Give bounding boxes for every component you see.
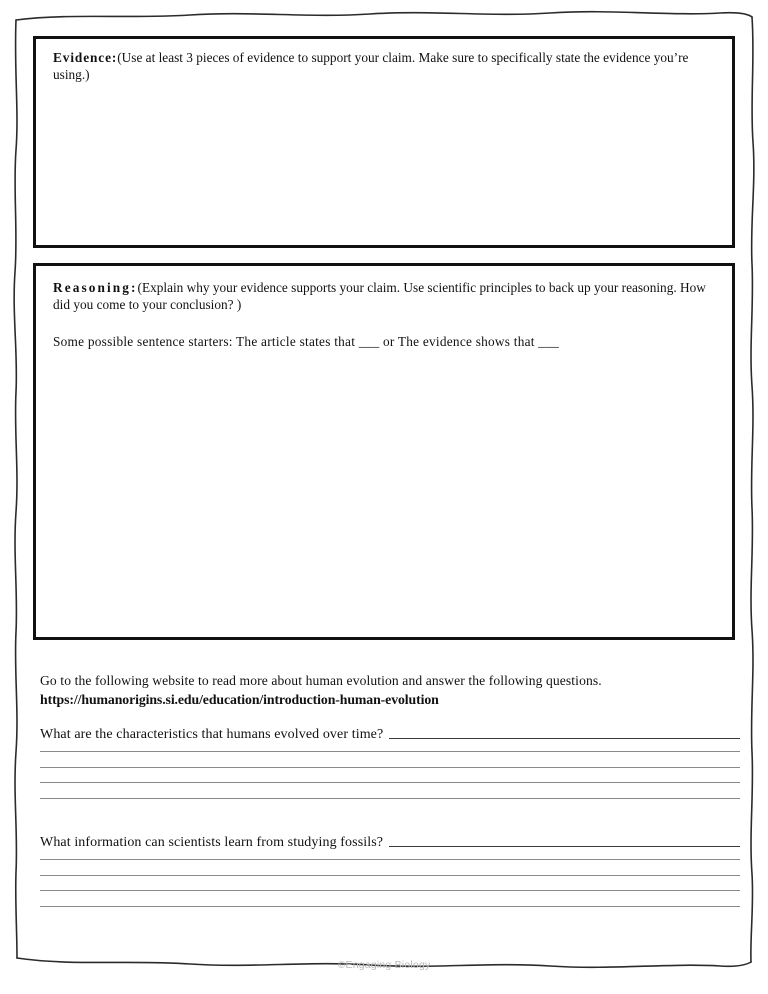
website-intro-text: Go to the following website to read more about human evolution and answer the following questions.	[40, 673, 602, 688]
website-url-link[interactable]: https://humanorigins.si.edu/education/introduction-human-evolution	[40, 692, 439, 708]
reasoning-prompt	[53, 279, 720, 313]
reasoning-answer-box[interactable]	[33, 263, 735, 640]
evidence-heading: Evidence:	[53, 50, 118, 65]
reasoning-instructions: (Explain why your evidence supports your claim. Use scientific principles to back up your reasoning. How did you come to your conclusion? )	[53, 280, 706, 313]
answer-line[interactable]	[40, 767, 740, 768]
question-1-row	[40, 722, 740, 742]
question-2-answer-lines[interactable]	[40, 859, 740, 907]
answer-line[interactable]	[40, 859, 740, 860]
website-instruction-block	[40, 672, 746, 710]
question-2-row	[40, 830, 740, 850]
footer-credit: ©Engaging Biology	[337, 959, 431, 971]
question-group-2	[40, 830, 740, 921]
evidence-answer-box[interactable]	[33, 36, 735, 248]
answer-line[interactable]	[40, 751, 740, 752]
answer-line[interactable]	[40, 906, 740, 907]
reasoning-heading: Reasoning:	[53, 280, 138, 295]
question-2-text: What information can scientists learn from studying fossils?	[40, 834, 384, 850]
answer-line[interactable]	[40, 890, 740, 891]
question-group-1	[40, 722, 740, 813]
question-2-inline-rule[interactable]	[389, 846, 740, 847]
question-1-inline-rule[interactable]	[389, 738, 740, 739]
sentence-starters: Some possible sentence starters: The article states that ___ or The evidence shows that ___	[53, 334, 559, 349]
answer-line[interactable]	[40, 798, 740, 799]
question-1-text: What are the characteristics that humans evolved over time?	[40, 726, 384, 742]
evidence-instructions: (Use at least 3 pieces of evidence to support your claim. Make sure to specifically state the evidence you’re using.)	[53, 50, 689, 83]
answer-line[interactable]	[40, 782, 740, 783]
evidence-prompt	[53, 49, 720, 83]
answer-line[interactable]	[40, 875, 740, 876]
question-1-answer-lines[interactable]	[40, 751, 740, 799]
